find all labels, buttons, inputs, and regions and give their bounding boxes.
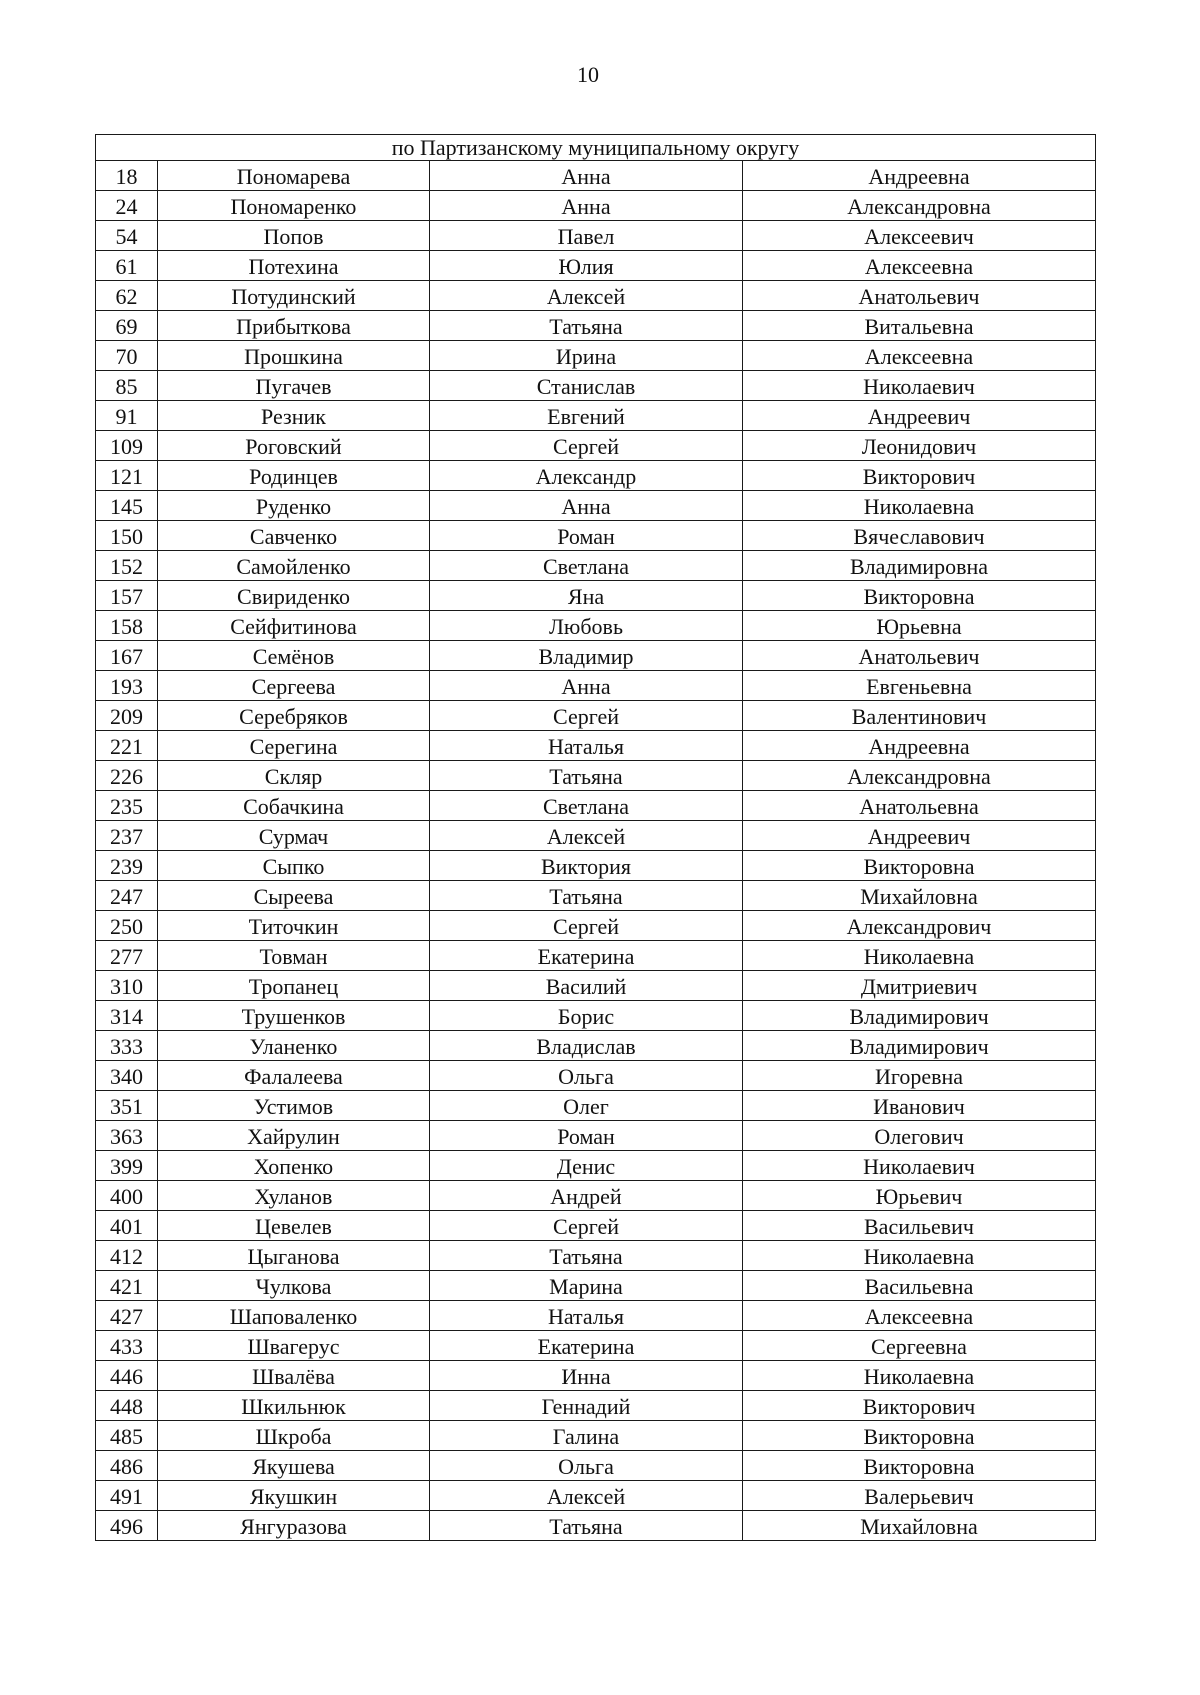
last-name-cell: Семёнов bbox=[158, 641, 430, 671]
row-number-cell: 399 bbox=[96, 1151, 158, 1181]
row-number-cell: 277 bbox=[96, 941, 158, 971]
first-name-cell: Екатерина bbox=[430, 1331, 743, 1361]
table-row bbox=[96, 221, 1096, 251]
section-title-row bbox=[96, 135, 1096, 161]
row-number-cell: 61 bbox=[96, 251, 158, 281]
last-name-cell: Шкильнюк bbox=[158, 1391, 430, 1421]
patronymic-cell: Михайловна bbox=[743, 1511, 1096, 1541]
first-name-cell: Павел bbox=[430, 221, 743, 251]
row-number-cell: 427 bbox=[96, 1301, 158, 1331]
patronymic-cell: Николаевна bbox=[743, 1361, 1096, 1391]
first-name-cell: Александр bbox=[430, 461, 743, 491]
first-name-cell: Анна bbox=[430, 491, 743, 521]
last-name-cell: Резник bbox=[158, 401, 430, 431]
first-name-cell: Любовь bbox=[430, 611, 743, 641]
patronymic-cell: Васильевич bbox=[743, 1211, 1096, 1241]
table-row bbox=[96, 1001, 1096, 1031]
row-number-cell: 62 bbox=[96, 281, 158, 311]
first-name-cell: Олег bbox=[430, 1091, 743, 1121]
first-name-cell: Борис bbox=[430, 1001, 743, 1031]
last-name-cell: Пугачев bbox=[158, 371, 430, 401]
table-row bbox=[96, 671, 1096, 701]
table-row bbox=[96, 821, 1096, 851]
first-name-cell: Алексей bbox=[430, 1481, 743, 1511]
patronymic-cell: Вячеславович bbox=[743, 521, 1096, 551]
first-name-cell: Василий bbox=[430, 971, 743, 1001]
row-number-cell: 247 bbox=[96, 881, 158, 911]
patronymic-cell: Викторович bbox=[743, 1391, 1096, 1421]
table-row bbox=[96, 581, 1096, 611]
roster-table bbox=[95, 134, 1096, 1541]
patronymic-cell: Алексеевна bbox=[743, 251, 1096, 281]
last-name-cell: Хопенко bbox=[158, 1151, 430, 1181]
last-name-cell: Хайрулин bbox=[158, 1121, 430, 1151]
last-name-cell: Устимов bbox=[158, 1091, 430, 1121]
last-name-cell: Потудинский bbox=[158, 281, 430, 311]
row-number-cell: 400 bbox=[96, 1181, 158, 1211]
table-row bbox=[96, 1181, 1096, 1211]
row-number-cell: 363 bbox=[96, 1121, 158, 1151]
patronymic-cell: Андреевна bbox=[743, 161, 1096, 191]
row-number-cell: 109 bbox=[96, 431, 158, 461]
last-name-cell: Трушенков bbox=[158, 1001, 430, 1031]
patronymic-cell: Валерьевич bbox=[743, 1481, 1096, 1511]
patronymic-cell: Иванович bbox=[743, 1091, 1096, 1121]
last-name-cell: Прибыткова bbox=[158, 311, 430, 341]
row-number-cell: 401 bbox=[96, 1211, 158, 1241]
last-name-cell: Потехина bbox=[158, 251, 430, 281]
first-name-cell: Сергей bbox=[430, 431, 743, 461]
first-name-cell: Татьяна bbox=[430, 881, 743, 911]
first-name-cell: Сергей bbox=[430, 911, 743, 941]
first-name-cell: Андрей bbox=[430, 1181, 743, 1211]
table-row bbox=[96, 311, 1096, 341]
patronymic-cell: Викторовна bbox=[743, 1421, 1096, 1451]
patronymic-cell: Владимировна bbox=[743, 551, 1096, 581]
last-name-cell: Сурмач bbox=[158, 821, 430, 851]
last-name-cell: Шкроба bbox=[158, 1421, 430, 1451]
last-name-cell: Швалёва bbox=[158, 1361, 430, 1391]
table-row bbox=[96, 1481, 1096, 1511]
table-row bbox=[96, 911, 1096, 941]
table-row bbox=[96, 611, 1096, 641]
first-name-cell: Евгений bbox=[430, 401, 743, 431]
table-row bbox=[96, 941, 1096, 971]
table-row bbox=[96, 761, 1096, 791]
row-number-cell: 421 bbox=[96, 1271, 158, 1301]
row-number-cell: 491 bbox=[96, 1481, 158, 1511]
patronymic-cell: Алексеевна bbox=[743, 1301, 1096, 1331]
table-row bbox=[96, 1091, 1096, 1121]
row-number-cell: 18 bbox=[96, 161, 158, 191]
first-name-cell: Алексей bbox=[430, 281, 743, 311]
row-number-cell: 446 bbox=[96, 1361, 158, 1391]
patronymic-cell: Андреевич bbox=[743, 401, 1096, 431]
patronymic-cell: Викторовна bbox=[743, 581, 1096, 611]
row-number-cell: 121 bbox=[96, 461, 158, 491]
patronymic-cell: Викторовна bbox=[743, 1451, 1096, 1481]
table-row bbox=[96, 1511, 1096, 1541]
patronymic-cell: Алексеевич bbox=[743, 221, 1096, 251]
first-name-cell: Ирина bbox=[430, 341, 743, 371]
last-name-cell: Роговский bbox=[158, 431, 430, 461]
last-name-cell: Титочкин bbox=[158, 911, 430, 941]
row-number-cell: 85 bbox=[96, 371, 158, 401]
last-name-cell: Пономаренко bbox=[158, 191, 430, 221]
last-name-cell: Уланенко bbox=[158, 1031, 430, 1061]
table-row bbox=[96, 1031, 1096, 1061]
patronymic-cell: Николаевич bbox=[743, 371, 1096, 401]
row-number-cell: 70 bbox=[96, 341, 158, 371]
last-name-cell: Товман bbox=[158, 941, 430, 971]
first-name-cell: Татьяна bbox=[430, 311, 743, 341]
row-number-cell: 193 bbox=[96, 671, 158, 701]
patronymic-cell: Анатольевна bbox=[743, 791, 1096, 821]
first-name-cell: Марина bbox=[430, 1271, 743, 1301]
row-number-cell: 157 bbox=[96, 581, 158, 611]
first-name-cell: Владимир bbox=[430, 641, 743, 671]
row-number-cell: 150 bbox=[96, 521, 158, 551]
row-number-cell: 485 bbox=[96, 1421, 158, 1451]
last-name-cell: Сейфитинова bbox=[158, 611, 430, 641]
first-name-cell: Галина bbox=[430, 1421, 743, 1451]
first-name-cell: Сергей bbox=[430, 1211, 743, 1241]
first-name-cell: Денис bbox=[430, 1151, 743, 1181]
first-name-cell: Владислав bbox=[430, 1031, 743, 1061]
patronymic-cell: Михайловна bbox=[743, 881, 1096, 911]
patronymic-cell: Александровна bbox=[743, 761, 1096, 791]
last-name-cell: Чулкова bbox=[158, 1271, 430, 1301]
section-title: по Партизанскому муниципальному округу bbox=[96, 135, 1096, 161]
row-number-cell: 239 bbox=[96, 851, 158, 881]
patronymic-cell: Юрьевна bbox=[743, 611, 1096, 641]
last-name-cell: Хуланов bbox=[158, 1181, 430, 1211]
row-number-cell: 167 bbox=[96, 641, 158, 671]
first-name-cell: Татьяна bbox=[430, 1241, 743, 1271]
patronymic-cell: Николаевна bbox=[743, 941, 1096, 971]
table-row bbox=[96, 1061, 1096, 1091]
row-number-cell: 351 bbox=[96, 1091, 158, 1121]
first-name-cell: Татьяна bbox=[430, 761, 743, 791]
row-number-cell: 433 bbox=[96, 1331, 158, 1361]
last-name-cell: Скляр bbox=[158, 761, 430, 791]
row-number-cell: 448 bbox=[96, 1391, 158, 1421]
first-name-cell: Станислав bbox=[430, 371, 743, 401]
first-name-cell: Алексей bbox=[430, 821, 743, 851]
table-row bbox=[96, 191, 1096, 221]
last-name-cell: Сыпко bbox=[158, 851, 430, 881]
last-name-cell: Цевелев bbox=[158, 1211, 430, 1241]
table-row bbox=[96, 551, 1096, 581]
last-name-cell: Шаповаленко bbox=[158, 1301, 430, 1331]
last-name-cell: Фалалеева bbox=[158, 1061, 430, 1091]
table-row bbox=[96, 341, 1096, 371]
page-number: 10 bbox=[577, 62, 599, 87]
table-row bbox=[96, 521, 1096, 551]
last-name-cell: Серегина bbox=[158, 731, 430, 761]
patronymic-cell: Александровна bbox=[743, 191, 1096, 221]
patronymic-cell: Олегович bbox=[743, 1121, 1096, 1151]
last-name-cell: Швагерус bbox=[158, 1331, 430, 1361]
table-row bbox=[96, 851, 1096, 881]
patronymic-cell: Андреевич bbox=[743, 821, 1096, 851]
last-name-cell: Якушкин bbox=[158, 1481, 430, 1511]
row-number-cell: 412 bbox=[96, 1241, 158, 1271]
first-name-cell: Татьяна bbox=[430, 1511, 743, 1541]
first-name-cell: Екатерина bbox=[430, 941, 743, 971]
patronymic-cell: Николаевич bbox=[743, 1151, 1096, 1181]
last-name-cell: Савченко bbox=[158, 521, 430, 551]
table-row bbox=[96, 1151, 1096, 1181]
first-name-cell: Юлия bbox=[430, 251, 743, 281]
first-name-cell: Ольга bbox=[430, 1061, 743, 1091]
patronymic-cell: Евгеньевна bbox=[743, 671, 1096, 701]
table-row bbox=[96, 431, 1096, 461]
row-number-cell: 145 bbox=[96, 491, 158, 521]
patronymic-cell: Анатольевич bbox=[743, 641, 1096, 671]
table-row bbox=[96, 641, 1096, 671]
row-number-cell: 69 bbox=[96, 311, 158, 341]
patronymic-cell: Валентинович bbox=[743, 701, 1096, 731]
row-number-cell: 496 bbox=[96, 1511, 158, 1541]
row-number-cell: 333 bbox=[96, 1031, 158, 1061]
row-number-cell: 226 bbox=[96, 761, 158, 791]
first-name-cell: Анна bbox=[430, 191, 743, 221]
table-row bbox=[96, 461, 1096, 491]
last-name-cell: Сергеева bbox=[158, 671, 430, 701]
last-name-cell: Якушева bbox=[158, 1451, 430, 1481]
last-name-cell: Попов bbox=[158, 221, 430, 251]
first-name-cell: Наталья bbox=[430, 1301, 743, 1331]
patronymic-cell: Сергеевна bbox=[743, 1331, 1096, 1361]
last-name-cell: Родинцев bbox=[158, 461, 430, 491]
row-number-cell: 54 bbox=[96, 221, 158, 251]
table-row bbox=[96, 491, 1096, 521]
last-name-cell: Серебряков bbox=[158, 701, 430, 731]
last-name-cell: Свириденко bbox=[158, 581, 430, 611]
first-name-cell: Анна bbox=[430, 161, 743, 191]
row-number-cell: 310 bbox=[96, 971, 158, 1001]
row-number-cell: 237 bbox=[96, 821, 158, 851]
patronymic-cell: Владимирович bbox=[743, 1001, 1096, 1031]
patronymic-cell: Игоревна bbox=[743, 1061, 1096, 1091]
patronymic-cell: Васильевна bbox=[743, 1271, 1096, 1301]
table-row bbox=[96, 1451, 1096, 1481]
table-row bbox=[96, 1421, 1096, 1451]
patronymic-cell: Витальевна bbox=[743, 311, 1096, 341]
row-number-cell: 250 bbox=[96, 911, 158, 941]
row-number-cell: 24 bbox=[96, 191, 158, 221]
patronymic-cell: Анатольевич bbox=[743, 281, 1096, 311]
table-row bbox=[96, 701, 1096, 731]
patronymic-cell: Николаевна bbox=[743, 1241, 1096, 1271]
roster-table-body bbox=[96, 135, 1096, 1541]
first-name-cell: Яна bbox=[430, 581, 743, 611]
patronymic-cell: Викторовна bbox=[743, 851, 1096, 881]
first-name-cell: Наталья bbox=[430, 731, 743, 761]
table-row bbox=[96, 1361, 1096, 1391]
first-name-cell: Сергей bbox=[430, 701, 743, 731]
patronymic-cell: Викторович bbox=[743, 461, 1096, 491]
patronymic-cell: Александрович bbox=[743, 911, 1096, 941]
first-name-cell: Светлана bbox=[430, 791, 743, 821]
table-row bbox=[96, 401, 1096, 431]
table-row bbox=[96, 1211, 1096, 1241]
first-name-cell: Виктория bbox=[430, 851, 743, 881]
last-name-cell: Янгуразова bbox=[158, 1511, 430, 1541]
first-name-cell: Светлана bbox=[430, 551, 743, 581]
table-row bbox=[96, 161, 1096, 191]
patronymic-cell: Юрьевич bbox=[743, 1181, 1096, 1211]
row-number-cell: 152 bbox=[96, 551, 158, 581]
table-row bbox=[96, 1331, 1096, 1361]
table-row bbox=[96, 251, 1096, 281]
row-number-cell: 209 bbox=[96, 701, 158, 731]
last-name-cell: Сыреева bbox=[158, 881, 430, 911]
row-number-cell: 235 bbox=[96, 791, 158, 821]
patronymic-cell: Дмитриевич bbox=[743, 971, 1096, 1001]
row-number-cell: 91 bbox=[96, 401, 158, 431]
first-name-cell: Инна bbox=[430, 1361, 743, 1391]
first-name-cell: Роман bbox=[430, 521, 743, 551]
first-name-cell: Ольга bbox=[430, 1451, 743, 1481]
table-row bbox=[96, 1301, 1096, 1331]
table-row bbox=[96, 881, 1096, 911]
table-row bbox=[96, 791, 1096, 821]
table-row bbox=[96, 281, 1096, 311]
last-name-cell: Тропанец bbox=[158, 971, 430, 1001]
patronymic-cell: Андреевна bbox=[743, 731, 1096, 761]
table-row bbox=[96, 371, 1096, 401]
table-row bbox=[96, 1391, 1096, 1421]
table-row bbox=[96, 1271, 1096, 1301]
last-name-cell: Пономарева bbox=[158, 161, 430, 191]
table-row bbox=[96, 1241, 1096, 1271]
last-name-cell: Собачкина bbox=[158, 791, 430, 821]
patronymic-cell: Владимирович bbox=[743, 1031, 1096, 1061]
patronymic-cell: Алексеевна bbox=[743, 341, 1096, 371]
table-row bbox=[96, 731, 1096, 761]
last-name-cell: Цыганова bbox=[158, 1241, 430, 1271]
row-number-cell: 486 bbox=[96, 1451, 158, 1481]
row-number-cell: 340 bbox=[96, 1061, 158, 1091]
table-row bbox=[96, 971, 1096, 1001]
first-name-cell: Геннадий bbox=[430, 1391, 743, 1421]
patronymic-cell: Леонидович bbox=[743, 431, 1096, 461]
row-number-cell: 158 bbox=[96, 611, 158, 641]
table-row bbox=[96, 1121, 1096, 1151]
last-name-cell: Руденко bbox=[158, 491, 430, 521]
first-name-cell: Анна bbox=[430, 671, 743, 701]
last-name-cell: Прошкина bbox=[158, 341, 430, 371]
last-name-cell: Самойленко bbox=[158, 551, 430, 581]
first-name-cell: Роман bbox=[430, 1121, 743, 1151]
row-number-cell: 314 bbox=[96, 1001, 158, 1031]
row-number-cell: 221 bbox=[96, 731, 158, 761]
patronymic-cell: Николаевна bbox=[743, 491, 1096, 521]
